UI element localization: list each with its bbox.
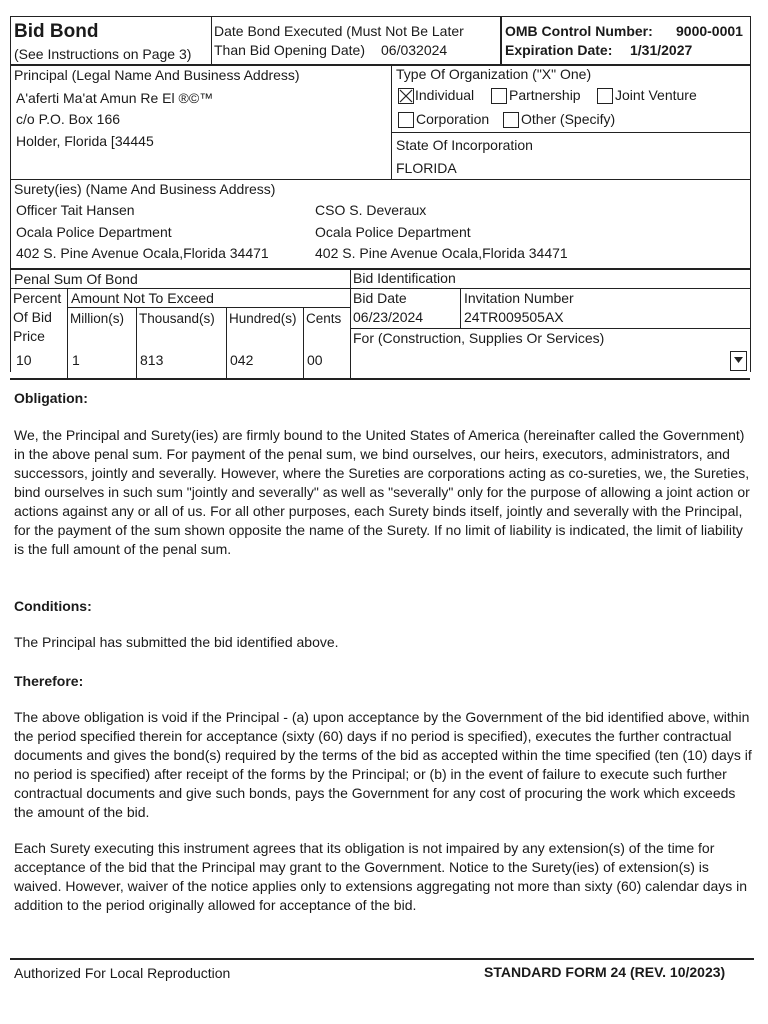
omb-label: OMB Control Number:: [505, 23, 653, 39]
form-title: Bid Bond: [14, 21, 99, 42]
amount-not-to-exceed-label: Amount Not To Exceed: [71, 290, 214, 306]
joint-venture-label: Joint Venture: [615, 87, 697, 103]
hundreds-value[interactable]: 042: [230, 352, 254, 368]
surety-1-department[interactable]: Ocala Police Department: [16, 224, 172, 240]
therefore-text-1: The above obligation is void if the Principal - (a) upon acceptance by the Government of the bid identified above, within the period specified therein for acceptance (sixty (60) days if no period is specified), executes the further contractual documents and gives the bond(s) required by the terms of the bid as accepted within the time specified (ten (10) days if no period is specified) after receipt of the forms by the Principal; or (b) in the event of failure to execute such further contractual documents and give such bonds, pays the Government for any cost of procuring the work which exceeds the amount of the bid.: [14, 709, 752, 820]
individual-checkbox[interactable]: [398, 88, 414, 104]
joint-venture-checkbox[interactable]: [597, 88, 613, 104]
millions-label: Million(s): [70, 311, 124, 326]
cents-value[interactable]: 00: [307, 352, 323, 368]
for-services-dropdown[interactable]: [730, 351, 747, 371]
other-checkbox[interactable]: [503, 112, 519, 128]
sureties-label: Surety(ies) (Name And Business Address): [14, 181, 276, 197]
footer-form-number: STANDARD FORM 24 (REV. 10/2023): [484, 964, 726, 980]
therefore-text-2: Each Surety executing this instrument agrees that its obligation is not impaired by any extension(s) of the time for acceptance of the bid that the Principal may grant to the Government. Notice to the Surety(ies) of extension(s) is waived. However, waiver of the notice applies only to extensions aggregating not more than sixty (60) calendar days in addition to the period originally allowed for acceptance of the bid.: [14, 840, 748, 913]
millions-value[interactable]: 1: [72, 352, 80, 368]
principal-line-1[interactable]: A'aferti Ma'at Amun Re El ®©™: [16, 90, 214, 106]
of-bid-label: Of Bid: [13, 309, 52, 325]
therefore-heading: Therefore:: [14, 673, 84, 689]
thousands-label: Thousand(s): [139, 311, 215, 326]
state-of-incorporation-value[interactable]: FLORIDA: [396, 160, 457, 176]
invitation-number-label: Invitation Number: [464, 290, 574, 306]
bid-date-label: Bid Date: [353, 290, 407, 306]
corporation-label: Corporation: [416, 111, 490, 127]
expiration-value: 1/31/2027: [630, 42, 693, 58]
cents-label: Cents: [306, 311, 342, 326]
thousands-value[interactable]: 813: [140, 352, 164, 368]
principal-line-2[interactable]: c/o P.O. Box 166: [16, 111, 121, 127]
state-of-incorporation-label: State Of Incorporation: [396, 137, 533, 153]
bid-identification-label: Bid Identification: [353, 270, 456, 286]
percent-value[interactable]: 10: [16, 352, 32, 368]
individual-label: Individual: [415, 87, 475, 103]
x-mark-icon: [399, 89, 413, 103]
chevron-down-icon: [734, 357, 743, 363]
obligation-heading: Obligation:: [14, 390, 88, 406]
date-executed-label-2: Than Bid Opening Date): [214, 42, 365, 58]
percent-label: Percent: [13, 290, 62, 306]
bid-date-value[interactable]: 06/23/2024: [353, 309, 424, 325]
principal-label: Principal (Legal Name And Business Address): [14, 67, 300, 83]
price-label: Price: [13, 328, 45, 344]
footer-reproduction-note: Authorized For Local Reproduction: [14, 965, 231, 981]
surety-2-department[interactable]: Ocala Police Department: [315, 224, 471, 240]
obligation-text: We, the Principal and Surety(ies) are firmly bound to the United States of America (hereinafter called the Government) in the above penal sum. For payment of the penal sum, we bind ourselves, our heirs, executors, administrators, and successors, jointly and severally. However, where the Sureties are corporations acting as co-sureties, we, the Sureties, bind ourselves in such sum "jointly and severally" as well as "severally" only for the purpose of allowing a joint action or actions against any or all of us. For all other purposes, each Surety binds itself, jointly and severally with the Principal, for the payment of the sum shown opposite the name of the Surety. If no limit of liability is indicated, the limit of liability is the full amount of the penal sum.: [14, 427, 750, 557]
partnership-checkbox[interactable]: [491, 88, 507, 104]
surety-2-name[interactable]: CSO S. Deveraux: [315, 202, 427, 218]
organization-label: Type Of Organization ("X" One): [396, 66, 592, 82]
corporation-checkbox[interactable]: [398, 112, 414, 128]
penal-sum-label: Penal Sum Of Bond: [14, 271, 138, 287]
surety-1-name[interactable]: Officer Tait Hansen: [16, 202, 135, 218]
date-executed-label-1: Date Bond Executed (Must Not Be Later: [214, 23, 464, 39]
for-services-label: For (Construction, Supplies Or Services): [353, 330, 605, 346]
partnership-label: Partnership: [509, 87, 581, 103]
conditions-heading: Conditions:: [14, 598, 92, 614]
surety-1-address[interactable]: 402 S. Pine Avenue Ocala,Florida 34471: [16, 245, 269, 261]
other-label: Other (Specify): [521, 111, 616, 127]
date-executed-value[interactable]: 06/032024: [381, 42, 448, 58]
omb-value: 9000-0001: [676, 23, 743, 39]
form-subtitle: (See Instructions on Page 3): [14, 46, 192, 62]
expiration-label: Expiration Date:: [505, 42, 613, 58]
conditions-text: The Principal has submitted the bid identified above.: [14, 634, 339, 650]
principal-line-3[interactable]: Holder, Florida [34445: [16, 133, 154, 149]
invitation-number-value[interactable]: 24TR009505AX: [464, 309, 564, 325]
surety-2-address[interactable]: 402 S. Pine Avenue Ocala,Florida 34471: [315, 245, 568, 261]
hundreds-label: Hundred(s): [229, 311, 297, 326]
